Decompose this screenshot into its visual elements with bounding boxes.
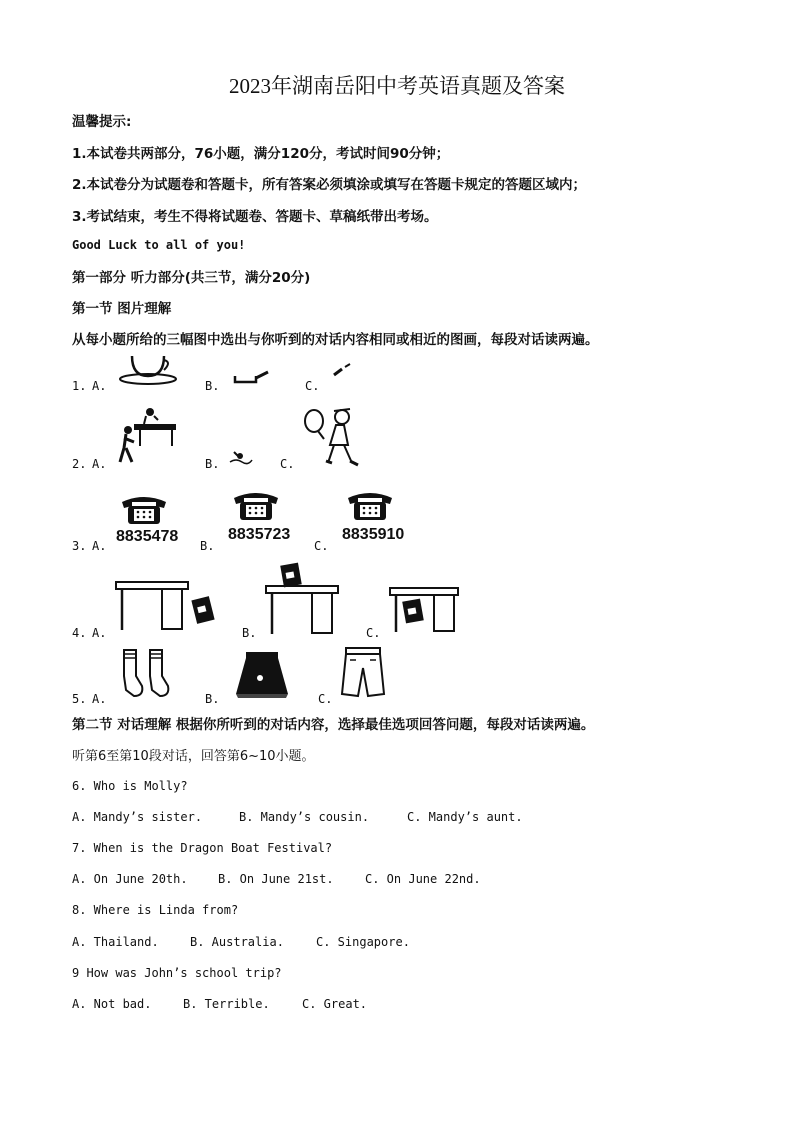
swimming-icon [228,448,254,466]
q7-option-c: C. On June 22nd. [365,872,481,886]
q2-option-b: B. [205,457,220,471]
q5-number: 5. [72,692,87,706]
q3-option-a: A. [92,539,107,553]
phone-number-c: 8835910 [342,526,405,543]
question-6: 6. Who is Molly? [72,779,188,793]
q9-option-b: B. Terrible. [183,997,270,1011]
tip-2: 2.本试卷分为试题卷和答题卡，所有答案必须填涂或填写在答题卡规定的答题区域内； [72,177,587,193]
tennis-icon [300,405,362,469]
book-under-table-icon [388,584,462,636]
q3-number: 3. [72,539,87,553]
knife-icon [330,362,354,378]
tip-1: 1.本试卷共两部分，76小题，满分120分，考试时间90分钟； [72,146,450,162]
phone-number-a: 8835478 [116,528,179,545]
q4-number: 4. [72,626,87,640]
q1-option-b: B. [205,379,220,393]
part1-heading: 第一部分 听力部分(共三节，满分20分) [72,270,311,286]
section2-instruction: 听第6至第10段对话，回答第6~10小题。 [72,749,315,764]
section1-heading: 第一节 图片理解 [72,301,172,317]
phone-number-b: 8835723 [228,526,291,543]
q5-option-b: B. [205,692,220,706]
book-beside-table-icon [114,578,218,634]
q4-option-c: C. [366,626,381,640]
pan-icon [232,366,272,386]
q9-option-c: C. Great. [302,997,368,1011]
q6-option-a: A. Mandy’s sister. [72,810,203,824]
q2-option-c: C. [280,457,295,471]
section1-instruction: 从每小题所给的三幅图中选出与你听到的对话内容相同或相近的图画，每段对话读两遍。 [72,332,599,348]
q6-option-c: C. Mandy’s aunt. [407,810,523,824]
q3-option-c: C. [314,539,329,553]
q1-number: 1. [72,379,87,393]
q2-option-a: A. [92,457,107,471]
page-title: 2023年湖南岳阳中考英语真题及答案 [229,74,565,98]
question-7: 7. When is the Dragon Boat Festival? [72,841,333,855]
question-9: 9 How was John’s school trip? [72,966,282,980]
q8-option-b: B. Australia. [190,935,284,949]
q5-option-c: C. [318,692,333,706]
q7-option-a: A. On June 20th. [72,872,188,886]
q7-option-b: B. On June 21st. [218,872,334,886]
section2-heading: 第二节 对话理解 根据你所听到的对话内容，选择最佳选项回答问题，每段对话读两遍。 [72,717,595,733]
q2-number: 2. [72,457,87,471]
good-luck: Good Luck to all of you! [72,238,246,252]
cup-icon [118,352,178,386]
q1-option-c: C. [305,379,320,393]
socks-icon [118,646,178,700]
q8-option-c: C. Singapore. [316,935,410,949]
tip-3: 3.考试结束，考生不得将试题卷、答题卡、草稿纸带出考场。 [72,209,438,225]
shorts-icon [340,646,386,700]
q4-option-a: A. [92,626,107,640]
tips-heading: 温馨提示: [72,114,132,130]
q8-option-a: A. Thailand. [72,935,159,949]
q4-option-b: B. [242,626,257,640]
book-on-table-icon [262,560,342,636]
question-8: 8. Where is Linda from? [72,903,239,917]
q6-option-b: B. Mandy’s cousin. [239,810,370,824]
q5-option-a: A. [92,692,107,706]
ping-pong-icon [118,406,180,464]
q9-option-a: A. Not bad. [72,997,152,1011]
q1-option-a: A. [92,379,107,393]
q3-option-b: B. [200,539,215,553]
skirt-icon [232,650,292,700]
